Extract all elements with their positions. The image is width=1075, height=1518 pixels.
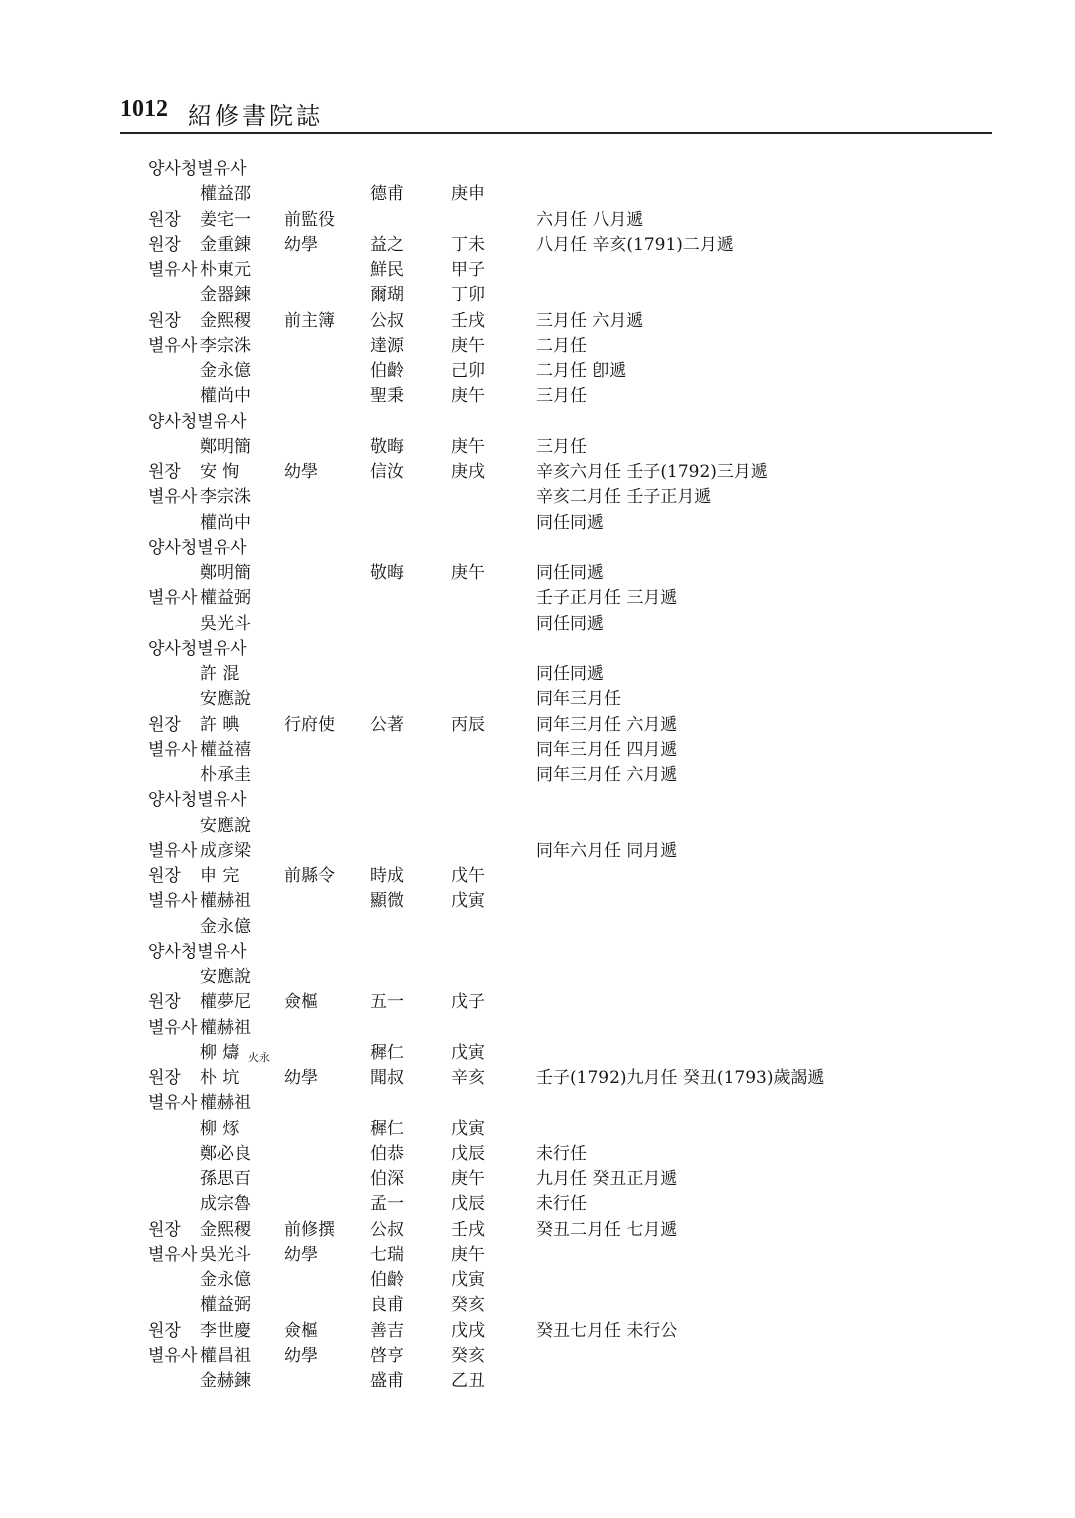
person-name: 姜宅一 <box>200 209 251 230</box>
list-item <box>148 1293 908 1318</box>
term-note: 同任同遞 <box>536 512 604 533</box>
official-title: 行府使 <box>284 714 335 735</box>
person-name: 金赫鍊 <box>200 1371 251 1391</box>
person-name: 李宗洙 <box>200 487 251 508</box>
person-name: 安應說 <box>200 689 251 710</box>
term-note: 同年三月任 六月遞 <box>536 714 678 735</box>
person-name: 權益禧 <box>200 739 251 760</box>
courtesy-name: 伯深 <box>370 1169 404 1189</box>
list-item <box>148 612 908 637</box>
person-name: 權益弼 <box>200 588 251 609</box>
list-item <box>148 1091 908 1116</box>
person-name: 許 晪 <box>200 714 240 735</box>
term-note: 壬子(1792)九月任 癸丑(1793)歲謁遞 <box>536 1068 825 1088</box>
list-item <box>148 410 908 435</box>
courtesy-name: 善吉 <box>370 1320 404 1341</box>
person-name: 吳光斗 <box>200 613 251 634</box>
person-name: 權昌祖 <box>200 1345 251 1366</box>
list-item <box>148 965 908 990</box>
courtesy-name: 敬晦 <box>370 436 404 457</box>
list-item <box>148 788 908 813</box>
role-label: 별유사 <box>148 1244 198 1265</box>
list-item <box>148 864 908 889</box>
list-item <box>148 839 908 864</box>
list-item <box>148 1218 908 1243</box>
role-label: 원장 <box>148 1320 181 1341</box>
courtesy-name: 伯齡 <box>370 361 404 381</box>
person-name: 成彦梁 <box>200 840 251 861</box>
person-name: 權赫祖 <box>200 1093 251 1114</box>
person-name: 權尚中 <box>200 512 251 533</box>
official-title: 前修撰 <box>284 1219 335 1240</box>
courtesy-name: 公叔 <box>370 310 404 331</box>
term-note: 三月任 <box>536 436 587 457</box>
birth-year: 戊午 <box>451 866 485 886</box>
term-note: 辛亥二月任 壬子正月遞 <box>536 487 712 508</box>
birth-year: 庚申 <box>451 184 485 205</box>
birth-year: 辛亥 <box>451 1068 485 1088</box>
role-label: 양사청별유사 <box>148 638 247 659</box>
role-label: 원장 <box>148 310 181 331</box>
courtesy-name: 聞叔 <box>370 1068 404 1088</box>
term-note: 同年三月任 <box>536 689 621 710</box>
term-note: 三月任 六月遞 <box>536 310 644 331</box>
birth-year: 丁卯 <box>451 285 485 306</box>
official-title: 僉樞 <box>284 1320 318 1341</box>
person-name: 安應說 <box>200 967 251 987</box>
person-name: 朴承圭 <box>200 765 251 785</box>
term-note: 癸丑二月任 七月遞 <box>536 1219 678 1240</box>
list-item <box>148 586 908 611</box>
list-item <box>148 662 908 687</box>
courtesy-name: 伯齡 <box>370 1270 404 1290</box>
role-label: 양사청별유사 <box>148 159 247 179</box>
list-item <box>148 485 908 510</box>
list-item <box>148 1319 908 1344</box>
term-note: 未行任 <box>536 1194 587 1215</box>
role-label: 별유사 <box>148 739 198 760</box>
role-label: 원장 <box>148 209 181 230</box>
birth-year: 戊寅 <box>451 891 485 912</box>
role-label: 별유사 <box>148 260 198 280</box>
list-item <box>148 1268 908 1293</box>
birth-year: 庚午 <box>451 335 485 356</box>
list-item <box>148 889 908 914</box>
list-item <box>148 435 908 460</box>
term-note: 同任同遞 <box>536 664 604 684</box>
birth-year: 庚戌 <box>451 462 485 482</box>
courtesy-name: 爾瑚 <box>370 285 404 306</box>
official-title: 幼學 <box>284 462 318 482</box>
list-item <box>148 990 908 1015</box>
courtesy-name: 穉仁 <box>370 1118 404 1139</box>
person-name: 權益弼 <box>200 1295 251 1316</box>
role-label: 원장 <box>148 1219 181 1240</box>
role-label: 양사청별유사 <box>148 411 247 432</box>
person-name: 金永億 <box>200 1270 251 1290</box>
role-label: 양사청별유사 <box>148 941 247 962</box>
list-item <box>148 940 908 965</box>
birth-year: 己卯 <box>451 361 485 381</box>
person-name: 權夢尼 <box>200 992 251 1013</box>
role-label: 원장 <box>148 992 181 1013</box>
person-name: 鄭必良 <box>200 1143 251 1164</box>
list-item <box>148 1016 908 1041</box>
list-item <box>148 1066 908 1091</box>
person-name: 權益邵 <box>200 184 251 205</box>
birth-year: 丙辰 <box>451 714 485 735</box>
term-note: 壬子正月任 三月遞 <box>536 588 678 609</box>
role-label: 원장 <box>148 1068 181 1088</box>
role-label: 원장 <box>148 714 181 735</box>
birth-year: 壬戌 <box>451 1219 485 1240</box>
birth-year: 戊戌 <box>451 1320 485 1341</box>
person-name: 成宗魯 <box>200 1194 251 1215</box>
book-title: 紹修書院誌 <box>188 102 323 130</box>
courtesy-name: 公叔 <box>370 1219 404 1240</box>
list-item <box>148 1192 908 1217</box>
official-title: 前縣令 <box>284 866 335 886</box>
role-label: 원장 <box>148 462 181 482</box>
birth-year: 庚午 <box>451 563 485 583</box>
courtesy-name: 顯微 <box>370 891 404 912</box>
person-name: 權赫祖 <box>200 1017 251 1038</box>
person-name: 金重錬 <box>200 234 251 255</box>
list-item <box>148 157 908 182</box>
courtesy-name: 聖秉 <box>370 386 404 407</box>
term-note: 未行任 <box>536 1143 587 1164</box>
courtesy-name: 伯恭 <box>370 1143 404 1164</box>
term-note: 同年三月任 六月遞 <box>536 765 678 785</box>
person-name: 金熙稷 <box>200 1219 251 1240</box>
courtesy-name: 公著 <box>370 714 404 735</box>
list-item <box>148 1344 908 1369</box>
term-note: 同任同遞 <box>536 613 604 634</box>
list-item <box>148 713 908 738</box>
birth-year: 庚午 <box>451 1244 485 1265</box>
courtesy-name: 穉仁 <box>370 1042 404 1063</box>
official-title: 幼學 <box>284 1345 318 1366</box>
list-item <box>148 511 908 536</box>
courtesy-name: 德甫 <box>370 184 404 205</box>
courtesy-name: 孟一 <box>370 1194 404 1215</box>
list-item <box>148 182 908 207</box>
person-name: 李世慶 <box>200 1320 251 1341</box>
person-name: 李宗洙 <box>200 335 251 356</box>
person-name: 金永億 <box>200 916 251 937</box>
official-title: 前主簿 <box>284 310 335 331</box>
role-label: 별유사 <box>148 891 198 912</box>
page-number: 1012 <box>120 96 168 122</box>
courtesy-name: 盛甫 <box>370 1371 404 1391</box>
list-item <box>148 1243 908 1268</box>
name-annotation: 火永 <box>248 1050 270 1064</box>
term-note: 同年六月任 同月遞 <box>536 840 678 861</box>
term-note: 二月任 <box>536 335 587 356</box>
list-item <box>148 334 908 359</box>
role-label: 양사청별유사 <box>148 537 247 558</box>
person-name: 權赫祖 <box>200 891 251 912</box>
list-item <box>148 460 908 485</box>
list-item <box>148 233 908 258</box>
courtesy-name: 信汝 <box>370 462 404 482</box>
birth-year: 庚午 <box>451 386 485 407</box>
person-name: 許 混 <box>200 664 240 684</box>
person-name: 柳 烼 <box>200 1118 240 1139</box>
header-rule <box>120 132 992 134</box>
courtesy-name: 良甫 <box>370 1295 404 1316</box>
person-name: 柳 燽 <box>200 1042 240 1063</box>
term-note: 辛亥六月任 壬子(1792)三月遞 <box>536 462 768 482</box>
birth-year: 戊辰 <box>451 1194 485 1215</box>
person-name: 金器鍊 <box>200 285 251 306</box>
term-note: 六月任 八月遞 <box>536 209 644 230</box>
birth-year: 戊寅 <box>451 1118 485 1139</box>
person-name: 朴東元 <box>200 260 251 280</box>
birth-year: 戊子 <box>451 992 485 1013</box>
courtesy-name: 鮮民 <box>370 260 404 280</box>
list-item <box>148 637 908 662</box>
birth-year: 癸亥 <box>451 1345 485 1366</box>
term-note: 八月任 辛亥(1791)二月遞 <box>536 234 734 255</box>
list-item <box>148 384 908 409</box>
person-name: 吳光斗 <box>200 1244 251 1265</box>
birth-year: 壬戌 <box>451 310 485 331</box>
list-item <box>148 359 908 384</box>
term-note: 二月任 卽遞 <box>536 361 627 381</box>
role-label: 별유사 <box>148 335 198 356</box>
term-note: 三月任 <box>536 386 587 407</box>
list-item <box>148 1142 908 1167</box>
official-title: 幼學 <box>284 1244 318 1265</box>
list-item <box>148 536 908 561</box>
person-name: 孫思百 <box>200 1169 251 1189</box>
list-item <box>148 1369 908 1394</box>
list-item <box>148 561 908 586</box>
role-label: 양사청별유사 <box>148 790 247 811</box>
birth-year: 戊寅 <box>451 1042 485 1063</box>
list-item <box>148 763 908 788</box>
birth-year: 丁未 <box>451 234 485 255</box>
person-name: 金熙稷 <box>200 310 251 331</box>
list-item <box>148 1117 908 1142</box>
role-label: 별유사 <box>148 487 198 508</box>
birth-year: 甲子 <box>451 260 485 280</box>
person-name: 申 完 <box>200 866 240 886</box>
list-item <box>148 258 908 283</box>
birth-year: 癸亥 <box>451 1295 485 1316</box>
official-title: 幼學 <box>284 1068 318 1088</box>
courtesy-name: 達源 <box>370 335 404 356</box>
courtesy-name: 時成 <box>370 866 404 886</box>
term-note: 同任同遞 <box>536 563 604 583</box>
courtesy-name: 敬晦 <box>370 563 404 583</box>
role-label: 별유사 <box>148 1345 198 1366</box>
page-header <box>120 96 992 136</box>
list-item <box>148 687 908 712</box>
role-label: 별유사 <box>148 840 198 861</box>
list-item <box>148 283 908 308</box>
birth-year: 庚午 <box>451 1169 485 1189</box>
list-item <box>148 1041 908 1066</box>
role-label: 별유사 <box>148 1093 198 1114</box>
list-item <box>148 915 908 940</box>
person-name: 安應說 <box>200 815 251 836</box>
person-name: 安 恂 <box>200 462 240 482</box>
courtesy-name: 五一 <box>370 992 404 1013</box>
courtesy-name: 啓亨 <box>370 1345 404 1366</box>
officer-list <box>148 157 908 1394</box>
term-note: 九月任 癸丑正月遞 <box>536 1169 678 1189</box>
list-item <box>148 814 908 839</box>
birth-year: 乙丑 <box>451 1371 485 1391</box>
courtesy-name: 益之 <box>370 234 404 255</box>
list-item <box>148 1167 908 1192</box>
courtesy-name: 七瑞 <box>370 1244 404 1265</box>
role-label: 원장 <box>148 234 181 255</box>
list-item <box>148 309 908 334</box>
list-item <box>148 208 908 233</box>
official-title: 僉樞 <box>284 992 318 1013</box>
person-name: 鄭明簡 <box>200 563 251 583</box>
official-title: 幼學 <box>284 234 318 255</box>
list-item <box>148 738 908 763</box>
official-title: 前監役 <box>284 209 335 230</box>
person-name: 金永億 <box>200 361 251 381</box>
person-name: 朴 坑 <box>200 1068 240 1088</box>
person-name: 權尚中 <box>200 386 251 407</box>
role-label: 원장 <box>148 866 181 886</box>
birth-year: 戊寅 <box>451 1270 485 1290</box>
role-label: 별유사 <box>148 1017 198 1038</box>
person-name: 鄭明簡 <box>200 436 251 457</box>
role-label: 별유사 <box>148 588 198 609</box>
birth-year: 庚午 <box>451 436 485 457</box>
term-note: 同年三月任 四月遞 <box>536 739 678 760</box>
term-note: 癸丑七月任 未行公 <box>536 1320 678 1341</box>
birth-year: 戊辰 <box>451 1143 485 1164</box>
